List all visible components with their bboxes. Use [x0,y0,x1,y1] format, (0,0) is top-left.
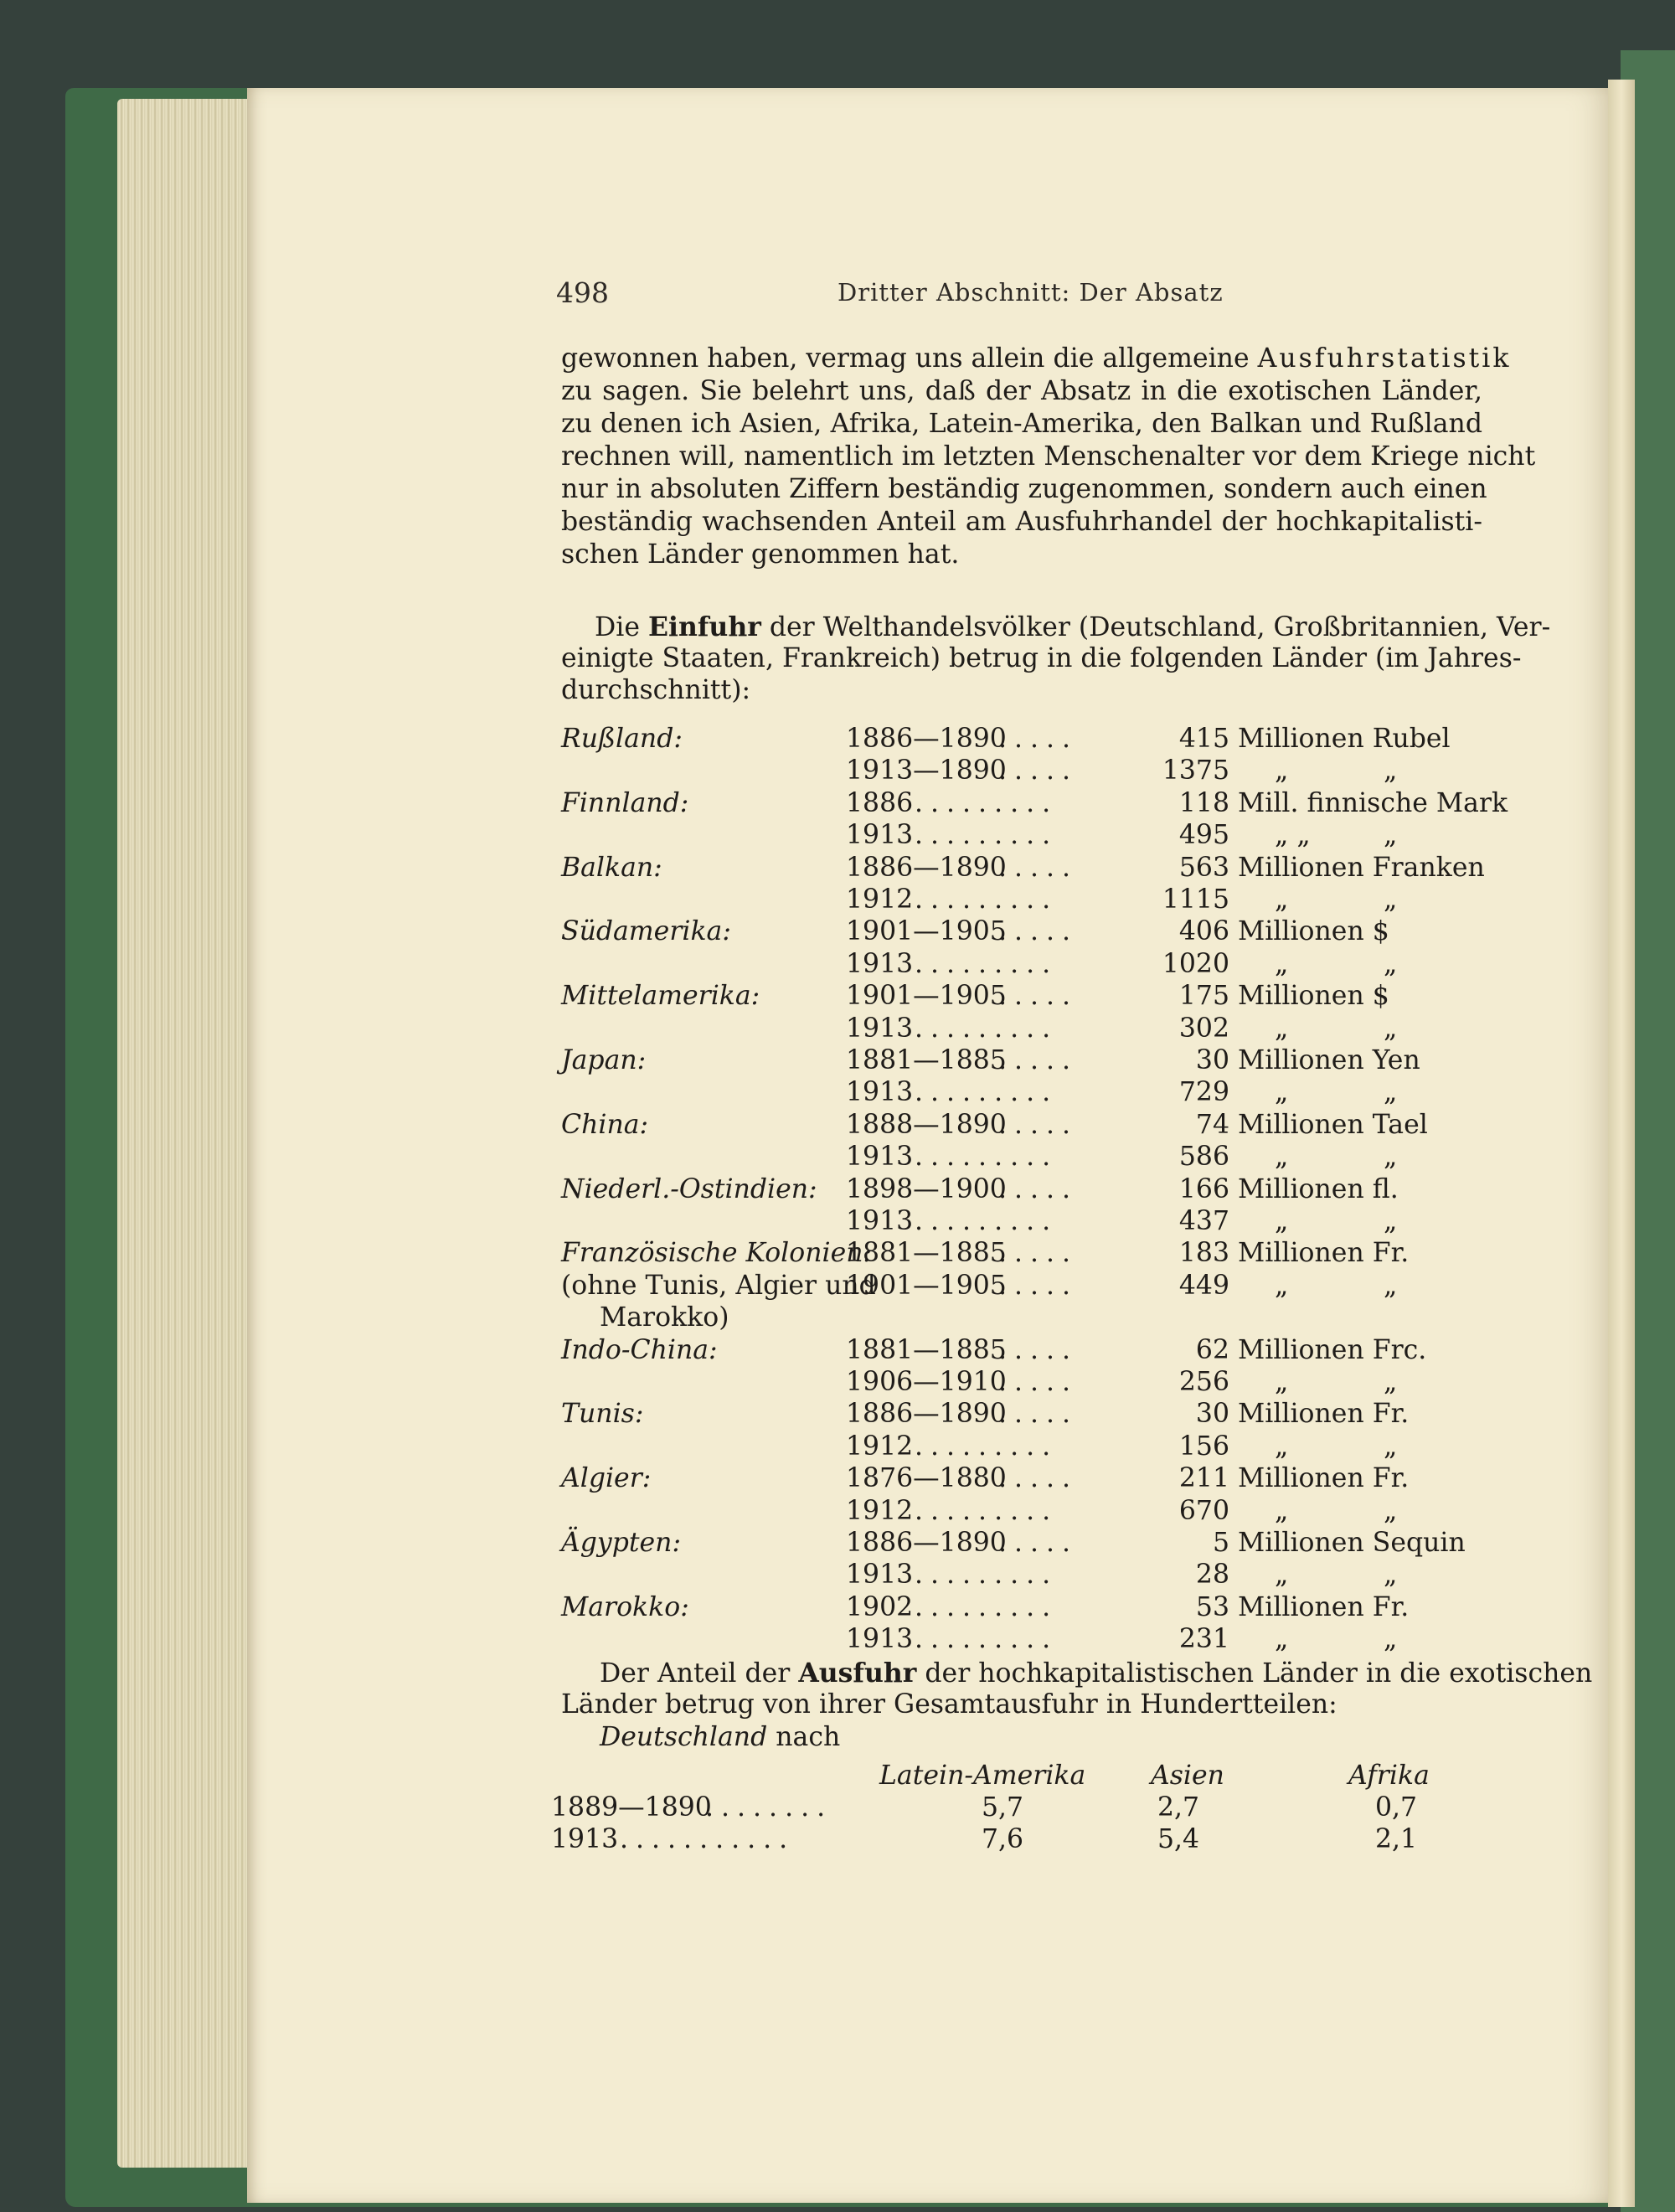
period: 1913 [551,1824,619,1854]
period: 1906—1910 [846,1367,1007,1397]
dot-leader: ..... [998,1528,1079,1558]
paragraph-line [561,474,1487,508]
value: 166 [1178,1173,1229,1204]
table-row [0,1431,1675,1463]
ditto-mark: „ [1384,1142,1398,1173]
period: 1881—1885 [846,1045,1007,1075]
table-row [0,1367,1675,1399]
period: 1913 [846,1560,914,1591]
paragraph-line [600,1658,1593,1691]
unit: Millionen Frc. [1238,1334,1427,1365]
table-row [0,981,1675,1013]
period: 1886—1890 [846,1528,1007,1558]
dot-leader: ......... [915,948,1059,979]
table-row [0,853,1675,884]
ditto-mark: „ [1384,1367,1398,1397]
period: 1913 [846,1624,914,1655]
period: 1913 [846,1013,914,1044]
value: 302 [1178,1013,1229,1044]
line-text: schen Länder genommen hat. [561,539,960,570]
dot-leader: ..... [998,981,1079,1012]
paragraph-line [561,539,1482,573]
unit: Millionen Franken [1238,852,1485,883]
country-label: Indo-China: [561,1334,718,1365]
ditto-mark: „ [1275,1367,1289,1397]
period: 1881—1885 [846,1238,1007,1269]
country-label: Deutschland [600,1722,768,1752]
period: 1913 [846,1206,914,1236]
dot-leader: ..... [998,1238,1079,1269]
ditto-mark: „ [1384,1560,1398,1591]
period: 1913 [846,820,914,851]
line-text: Die [595,612,648,642]
ditto-mark: „ [1275,1431,1289,1462]
value: 28 [1195,1560,1229,1591]
dot-leader: ......... [915,820,1059,851]
page-header [0,276,1675,318]
unit: Millionen Fr. [1238,1238,1410,1269]
value: 1375 [1162,755,1229,786]
paragraph-line [600,1722,1521,1756]
line-text: nach [767,1722,841,1752]
dot-leader: ..... [998,1463,1079,1494]
line-text: zu denen ich Asien, Afrika, Latein-Amerika, den Balkan und Rußland [561,409,1482,439]
line-text: zu sagen. Sie belehrt uns, daß der Absatz in die exotischen Länder, [561,376,1482,406]
country-label: Japan: [561,1045,647,1075]
dot-leader: ........... [620,1824,796,1854]
line-text: rechnen will, namentlich im letzten Menschenalter vor dem Kriege nicht [561,441,1536,472]
table-row [0,1335,1675,1367]
dot-leader: ..... [998,755,1079,786]
dot-leader: ......... [915,1013,1059,1044]
table-row [0,949,1675,981]
ditto-mark: „ [1275,1495,1289,1526]
paragraph-line [561,507,1482,540]
table-row [0,1206,1675,1238]
dot-leader: ......... [915,1206,1059,1236]
period: 1901—1905 [846,916,1007,947]
value: 256 [1178,1367,1229,1397]
country-label: Rußland: [561,724,683,754]
ditto-mark: „ [1275,1270,1289,1301]
value: 118 [1178,787,1229,818]
value: 670 [1178,1495,1229,1526]
value: 211 [1178,1463,1229,1494]
dot-leader: ..... [998,1173,1079,1204]
value: 495 [1178,820,1229,851]
period: 1876—1880 [846,1463,1007,1494]
unit: Millionen Fr. [1238,1399,1410,1430]
dot-leader: ..... [998,852,1079,883]
ditto-mark: „ [1384,1206,1398,1236]
column-header: Asien [1151,1761,1224,1791]
dot-leader: ......... [915,787,1059,818]
dot-leader: ..... [998,724,1079,754]
unit: Millionen Fr. [1238,1591,1410,1622]
running-title: Dritter Abschnitt: Der Absatz [838,278,1224,307]
period: 1913 [846,1142,914,1173]
ditto-mark: „ [1384,820,1398,851]
table-row [0,1624,1675,1656]
line-text: Der Anteil der [600,1658,799,1689]
value: 175 [1178,981,1229,1012]
period: 1889—1890 [551,1792,712,1823]
value: 406 [1178,916,1229,947]
unit: Millionen $ [1238,916,1389,947]
period: 1901—1905 [846,981,1007,1012]
line-text: nur in absoluten Ziffern beständig zugenommen, sondern auch einen [561,474,1487,504]
period: 1886—1890 [846,1399,1007,1430]
ditto-mark: „ [1384,1624,1398,1655]
unit: Millionen $ [1238,981,1389,1012]
ditto-mark: „ [1384,1495,1398,1526]
column-header: Afrika [1348,1761,1430,1791]
line-text: der hochkapitalistischen Länder in die exotischen [916,1658,1593,1689]
paragraph-line: einigte Staaten, Frankreich) betrug in die folgenden Länder (im Jahres- [561,643,1522,673]
period: 1913 [846,948,914,979]
value: 30 [1195,1399,1229,1430]
dot-leader: ..... [998,1270,1079,1301]
table-row [0,1013,1675,1045]
value: 729 [1178,1077,1229,1108]
paragraph-line [561,376,1482,410]
country-note: Marokko) [600,1302,729,1333]
value: 5 [1212,1528,1229,1558]
country-label: Mittelamerika: [561,981,760,1012]
period: 1902 [846,1591,914,1622]
country-label: Marokko: [561,1591,689,1622]
table-row [0,1077,1675,1109]
ditto-mark: „ [1384,1013,1398,1044]
table-row [0,1045,1675,1077]
dot-leader: ......... [915,1560,1059,1591]
dot-leader: ......... [915,1624,1059,1655]
ditto-mark: „ [1384,755,1398,786]
period: 1886 [846,787,914,818]
value: 74 [1195,1109,1229,1140]
paragraph-line: durchschnitt): [561,675,751,705]
value: 2,7 [1157,1792,1200,1823]
table-row [0,1463,1675,1495]
table-row [0,1528,1675,1560]
dot-leader: ..... [998,1399,1079,1430]
ditto-mark: „ [1384,1270,1398,1301]
unit: Millionen Fr. [1238,1463,1410,1494]
period: 1888—1890 [846,1109,1007,1140]
table-row [0,1560,1675,1591]
table-row [0,1592,1675,1624]
value: 1020 [1162,948,1229,979]
value: 2,1 [1375,1824,1418,1854]
table-row [0,755,1675,787]
value: 5,4 [1157,1824,1200,1854]
country-note: (ohne Tunis, Algier und [561,1270,876,1301]
dot-leader: ........ [705,1792,833,1823]
period: 1912 [846,1495,914,1526]
value: 586 [1178,1142,1229,1173]
country-label: Südamerika: [561,916,731,947]
page-number: 498 [556,276,609,309]
table-row [0,1824,1675,1856]
ditto-mark: „ [1384,1077,1398,1108]
period: 1898—1900 [846,1173,1007,1204]
dot-leader: ..... [998,1109,1079,1140]
dot-leader: ..... [998,1045,1079,1075]
value: 62 [1195,1334,1229,1365]
ditto-mark: „ „ [1275,820,1311,851]
ditto-mark: „ [1384,884,1398,915]
period: 1912 [846,884,914,915]
value: 5,7 [982,1792,1024,1823]
ditto-mark: „ [1384,948,1398,979]
period: 1913 [846,1077,914,1108]
period: 1913—1890 [846,755,1007,786]
ditto-mark: „ [1384,1431,1398,1462]
paragraph-line [561,409,1482,442]
table-row [0,1399,1675,1431]
table-row [0,1238,1675,1270]
period: 1886—1890 [846,724,1007,754]
table-row [0,1302,1675,1334]
dot-leader: ..... [998,1334,1079,1365]
dot-leader: ......... [915,1077,1059,1108]
value: 183 [1178,1238,1229,1269]
ditto-mark: „ [1275,948,1289,979]
country-label: Französische Kolonien: [561,1238,873,1269]
country-label: Tunis: [561,1399,644,1430]
ditto-mark: „ [1275,755,1289,786]
value: 415 [1178,724,1229,754]
value: 231 [1178,1624,1229,1655]
ditto-mark: „ [1275,1206,1289,1236]
period: 1881—1885 [846,1334,1007,1365]
table-row [0,724,1675,755]
unit: Millionen Tael [1238,1109,1428,1140]
country-label: Ägypten: [561,1528,682,1558]
ditto-mark: „ [1275,1624,1289,1655]
dot-leader: ..... [998,916,1079,947]
country-label: Niederl.-Ostindien: [561,1173,817,1204]
period: 1912 [846,1431,914,1462]
table-row [0,1174,1675,1206]
paragraph-line [561,343,1512,377]
paragraph-line [561,441,1536,475]
dot-leader: ......... [915,1591,1059,1622]
dot-leader: ......... [915,884,1059,915]
line-text: der Welthandelsvölker (Deutschland, Großbritannien, Ver- [760,612,1551,642]
country-label: Balkan: [561,852,662,883]
country-label: Finnland: [561,787,689,818]
table-row [0,884,1675,916]
ditto-mark: „ [1275,884,1289,915]
bold-term: Ausfuhr [798,1658,917,1689]
line-text: gewonnen haben, vermag uns allein die allgemeine [561,343,1258,374]
country-label: China: [561,1109,649,1140]
unit: Mill. finnische Mark [1238,787,1508,818]
period: 1901—1905 [846,1270,1007,1301]
value: 7,6 [982,1824,1024,1854]
table-row [0,820,1675,852]
value: 563 [1178,852,1229,883]
unit: Millionen Sequin [1238,1528,1466,1558]
value: 156 [1178,1431,1229,1462]
ditto-mark: „ [1275,1077,1289,1108]
table-row [0,788,1675,820]
dot-leader: ......... [915,1142,1059,1173]
dot-leader: ..... [998,1367,1079,1397]
dot-leader: ......... [915,1495,1059,1526]
table-row [0,1142,1675,1173]
unit: Millionen fl. [1238,1173,1399,1204]
table-row [0,916,1675,948]
table-row [0,1496,1675,1528]
column-header: Latein-Amerika [879,1761,1086,1791]
ditto-mark: „ [1275,1013,1289,1044]
value: 0,7 [1375,1792,1418,1823]
unit: Millionen Rubel [1238,724,1451,754]
value: 53 [1195,1591,1229,1622]
emphasized-term: Ausfuhrstatistik [1257,343,1512,374]
country-label: Algier: [561,1463,652,1494]
unit: Millionen Yen [1238,1045,1420,1075]
table-row [0,1271,1675,1302]
bold-term: Einfuhr [647,611,761,642]
value: 437 [1178,1206,1229,1236]
period: 1886—1890 [846,852,1007,883]
table-row [0,1792,1675,1824]
line-text: beständig wachsenden Anteil am Ausfuhrhandel der hochkapitalisti- [561,507,1482,537]
paragraph-line: Länder betrug von ihrer Gesamtausfuhr in Hundertteilen: [561,1689,1337,1720]
ditto-mark: „ [1275,1142,1289,1173]
value: 30 [1195,1045,1229,1075]
dot-leader: ......... [915,1431,1059,1462]
value: 1115 [1162,884,1229,915]
ditto-mark: „ [1275,1560,1289,1591]
paragraph-line [595,611,1551,645]
table-row [0,1110,1675,1142]
value: 449 [1178,1270,1229,1301]
